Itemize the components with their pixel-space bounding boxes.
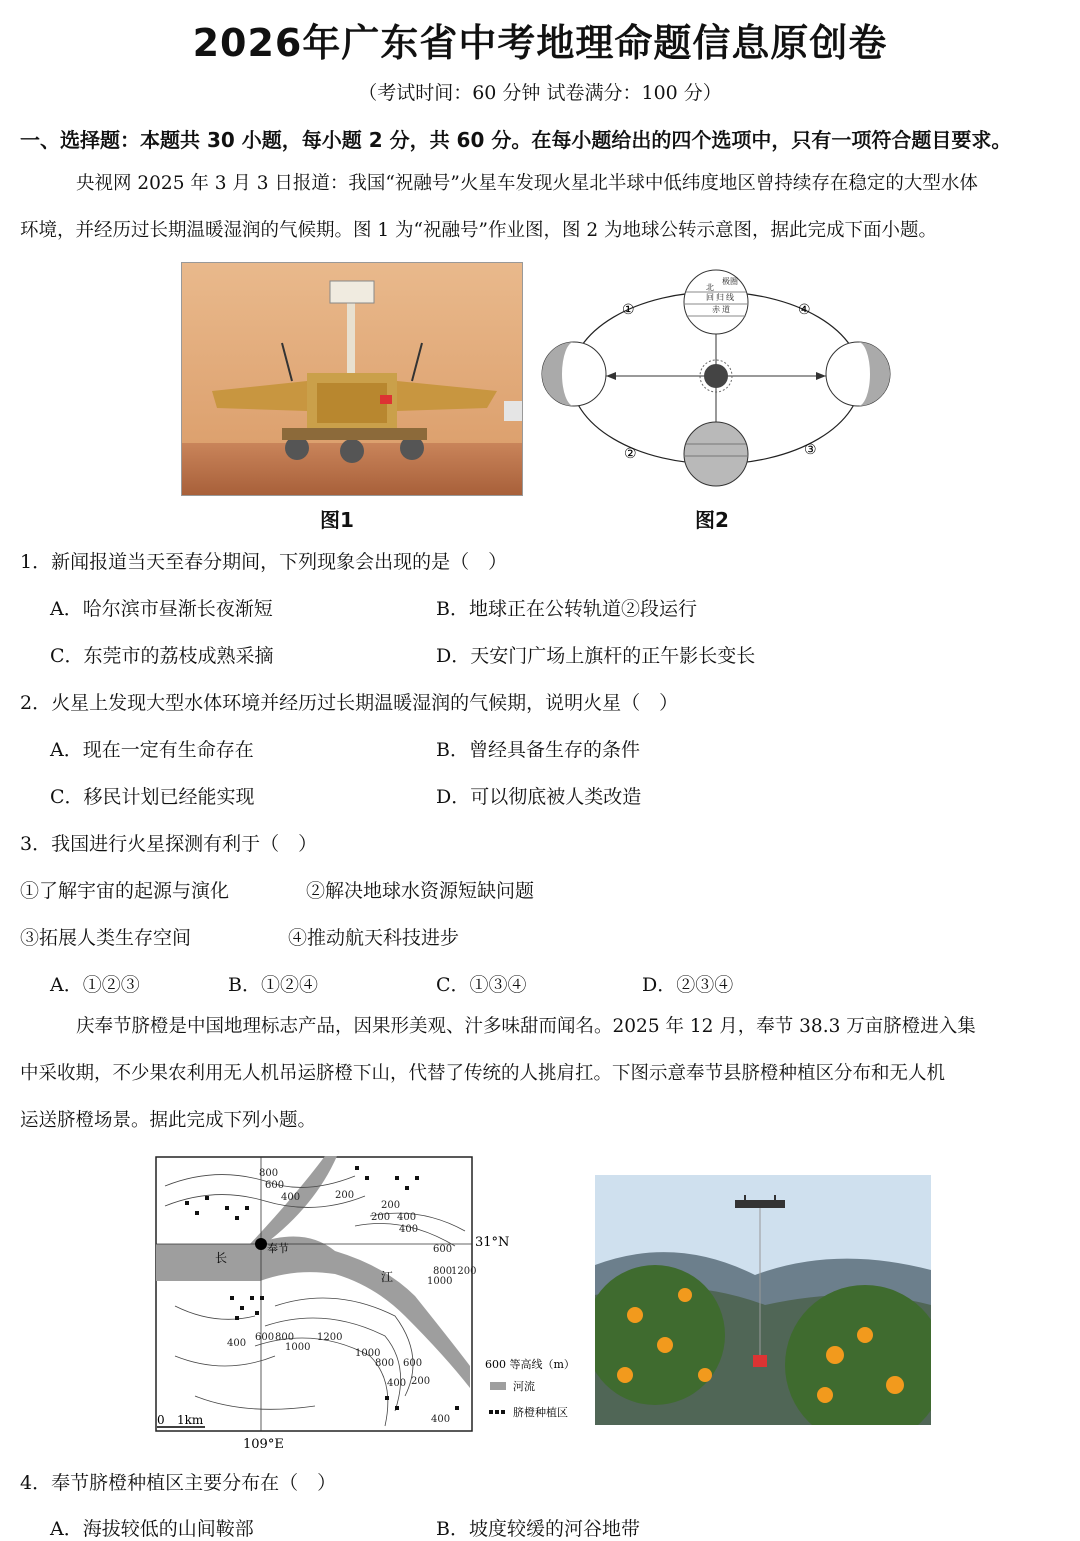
q2-option-d[interactable]: D．可以彻底被人类改造 — [436, 786, 642, 808]
drone-illustration — [595, 1175, 931, 1425]
passage-navel-orange — [20, 1003, 1065, 1144]
q1-option-d[interactable]: D．天安门广场上旗杆的正午影长变长 — [436, 645, 756, 667]
contour-label: 800 — [275, 1332, 295, 1343]
question-2-stem: 2．火星上发现大型水体环境并经历过长期温暖湿润的气候期，说明火星（ ） — [20, 692, 679, 714]
contour-label: 800 — [375, 1358, 395, 1369]
question-1-stem: 1．新闻报道当天至春分期间，下列现象会出现的是（ ） — [20, 551, 508, 573]
contour-label: 400 — [281, 1192, 301, 1203]
q3-option-b[interactable]: B．①②④ — [228, 974, 318, 996]
globe-label: 线 — [726, 293, 734, 302]
globe-top — [684, 270, 748, 334]
passage-line: 庆奉节脐橙是中国地理标志产品，因果形美观、汁多味甜而闻名。2025 年 12 月，奉节 38.3 万亩脐橙进入集 — [76, 1016, 976, 1037]
globe-label: 归 — [716, 293, 724, 302]
question-4-stem: 4．奉节脐橙种植区主要分布在（ ） — [20, 1472, 337, 1494]
river-label: 江 — [381, 1270, 394, 1284]
q2-option-c[interactable]: C．移民计划已经能实现 — [50, 786, 255, 808]
q1-option-a[interactable]: A．哈尔滨市昼渐长夜渐短 — [50, 598, 273, 620]
contour-label: 200 — [411, 1376, 431, 1387]
contour-label: 400 — [397, 1212, 417, 1223]
contour-label: 400 — [431, 1414, 451, 1425]
orbit-label-1: ① — [622, 302, 635, 318]
passage-line: 环境，并经历过长期温暖湿润的气候期。图 1 为“祝融号”作业图，图 2 为地球公转示意图，据此完成下面小题。 — [20, 220, 937, 241]
q3-option-c[interactable]: C．①③④ — [436, 974, 527, 996]
exam-info: （考试时间：60 分钟 试卷满分：100 分） — [358, 82, 722, 104]
passage-mars — [20, 160, 1065, 254]
contour-label: 800 — [259, 1168, 279, 1179]
contour-label: 600 — [433, 1244, 453, 1255]
contour-label: 1200 — [451, 1266, 477, 1277]
contour-label: 600 — [403, 1358, 423, 1369]
q1-option-c[interactable]: C．东莞市的荔枝成熟采摘 — [50, 645, 274, 667]
drone-orange-photo — [595, 1175, 931, 1425]
river-label: 长 — [215, 1251, 228, 1265]
passage-line: 央视网 2025 年 3 月 3 日报道：我国“祝融号”火星车发现火星北半球中低纬度地区曾持续存在稳定的大型水体 — [76, 173, 978, 194]
contour-label: 200 — [335, 1190, 355, 1201]
question-3-stem: 3．我国进行火星探测有利于（ ） — [20, 833, 318, 855]
globe-right — [826, 342, 890, 406]
legend-orchard: 脐橙种植区 — [513, 1406, 568, 1419]
figure1-caption: 图1 — [320, 508, 354, 532]
globe-bottom — [684, 422, 748, 486]
contour-label: 600 — [255, 1332, 275, 1343]
figure2-caption: 图2 — [695, 508, 729, 532]
q3-item-3: ③拓展人类生存空间 — [20, 927, 192, 949]
globe-label: 回 — [706, 293, 714, 302]
contour-label: 1000 — [427, 1276, 453, 1287]
q3-option-a[interactable]: A．①②③ — [50, 974, 140, 996]
q2-option-a[interactable]: A．现在一定有生命存在 — [50, 739, 254, 761]
passage-line: 中采收期，不少果农利用无人机吊运脐橙下山，代替了传统的人挑肩扛。下图示意奉节县脐橙种植区分布和无人机 — [20, 1063, 946, 1084]
scale-label: 1km — [177, 1413, 204, 1427]
q3-item-4: ④推动航天科技进步 — [288, 927, 460, 949]
contour-label: 1000 — [355, 1348, 381, 1359]
orbit-label-2: ② — [624, 446, 637, 462]
orbit-label-4: ④ — [798, 302, 811, 318]
figure1-rover-photo — [181, 262, 523, 496]
globe-label: 北 — [706, 283, 714, 292]
latitude-label: 31°N — [475, 1235, 510, 1250]
q4-option-b[interactable]: B．坡度较缓的河谷地带 — [436, 1518, 640, 1540]
topographic-map — [155, 1156, 595, 1456]
globe-left — [542, 342, 606, 406]
scale-zero: 0 — [157, 1413, 165, 1427]
q2-option-b[interactable]: B．曾经具备生存的条件 — [436, 739, 640, 761]
map-svg — [155, 1156, 595, 1456]
contour-label: 600 — [265, 1180, 285, 1191]
orbit-label-3: ③ — [804, 442, 817, 458]
q3-item-2: ②解决地球水资源短缺问题 — [306, 880, 535, 902]
contour-label: 1200 — [317, 1332, 343, 1343]
rover-illustration — [182, 263, 522, 495]
globe-label: 赤 — [712, 305, 720, 314]
q3-item-1: ①了解宇宙的起源与演化 — [20, 880, 230, 902]
q1-option-b[interactable]: B．地球正在公转轨道②段运行 — [436, 598, 697, 620]
section-heading: 一、选择题：本题共 30 小题，每小题 2 分，共 60 分。在每小题给出的四个选项中，只有一项符合题目要求。 — [20, 128, 1012, 152]
contour-label: 400 — [227, 1338, 247, 1349]
q4-option-a[interactable]: A．海拔较低的山间鞍部 — [50, 1518, 254, 1540]
legend-river: 河流 — [513, 1380, 535, 1393]
passage-line: 运送脐橙场景。据此完成下列小题。 — [20, 1110, 317, 1131]
earth-orbit-svg — [536, 262, 896, 494]
contour-label: 200 — [381, 1200, 401, 1211]
contour-label: 400 — [387, 1378, 407, 1389]
globe-label: 圈 — [730, 277, 738, 286]
longitude-label: 109°E — [243, 1437, 284, 1452]
legend-contour: 600 等高线（m） — [485, 1358, 575, 1371]
contour-label: 1000 — [285, 1342, 311, 1353]
q3-option-d[interactable]: D．②③④ — [642, 974, 734, 996]
globe-label: 极 — [722, 277, 730, 286]
globe-label: 道 — [722, 305, 730, 314]
town-label: 奉节 — [267, 1242, 289, 1255]
page-title: 2026年广东省中考地理命题信息原创卷 — [192, 21, 888, 65]
contour-label: 800 — [433, 1266, 453, 1277]
contour-label: 400 — [399, 1224, 419, 1235]
contour-label: 200 — [371, 1212, 391, 1223]
figure2-orbit-diagram — [536, 262, 896, 494]
